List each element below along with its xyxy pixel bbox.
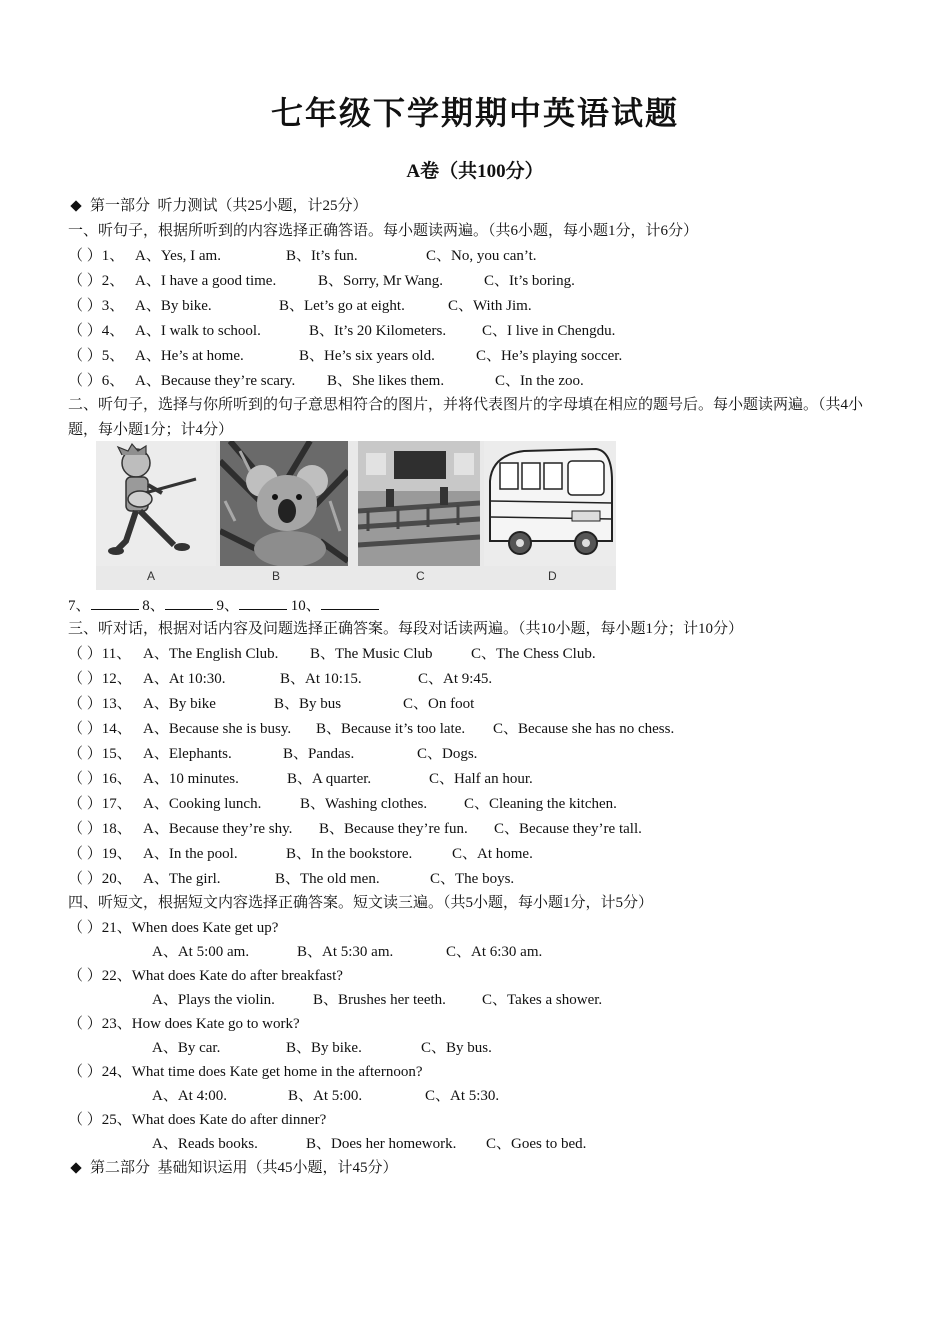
option-b: B、At 5:00. bbox=[288, 1088, 363, 1104]
blank-label: 7、 bbox=[68, 598, 91, 614]
option-a: A、At 4:00. bbox=[152, 1088, 228, 1104]
option-a: A、I walk to school. bbox=[135, 323, 261, 339]
sec1-instruction: 一、听句子，根据所听到的内容选择正确答语。每小题读两遍。（共6小题，每小题1分，计6分） bbox=[68, 223, 699, 239]
option-b: B、He’s six years old. bbox=[299, 348, 435, 364]
option-b: B、At 5:30 am. bbox=[297, 944, 394, 960]
option-c: C、Dogs. bbox=[417, 746, 478, 762]
question-number: （ ）17、 bbox=[68, 796, 132, 812]
question-number: （ ）4、 bbox=[68, 323, 125, 339]
option-a: A、He’s at home. bbox=[135, 348, 244, 364]
option-a: A、By bike bbox=[143, 696, 216, 712]
option-a: A、Elephants. bbox=[143, 746, 232, 762]
picture-d-bus bbox=[484, 441, 616, 566]
option-c: C、The boys. bbox=[430, 871, 515, 887]
part2-heading-text: 第二部分 基础知识运用（共45小题，计45分） bbox=[90, 1160, 398, 1176]
question-number: （ ）19、 bbox=[68, 846, 132, 862]
part2-heading bbox=[68, 1158, 398, 1178]
picture-label: A bbox=[147, 569, 156, 583]
option-b: B、By bike. bbox=[286, 1040, 362, 1056]
sec3-instruction: 三、听对话，根据对话内容及问题选择正确答案。每段对话读两遍。（共10小题，每小题1分；计10分） bbox=[68, 621, 744, 637]
option-a: A、Because they’re scary. bbox=[135, 373, 296, 389]
answer-blanks-row bbox=[68, 595, 379, 615]
option-c: C、He’s playing soccer. bbox=[476, 348, 623, 364]
option-a: A、Because she is busy. bbox=[143, 721, 292, 737]
picture-label: D bbox=[548, 569, 557, 583]
question-number: （ ）6、 bbox=[68, 373, 125, 389]
option-c: C、I live in Chengdu. bbox=[482, 323, 616, 339]
option-c: C、Because she has no chess. bbox=[493, 721, 675, 737]
option-a: A、10 minutes. bbox=[143, 771, 239, 787]
question-number: （ ）15、 bbox=[68, 746, 132, 762]
option-c: C、No, you can’t. bbox=[426, 248, 537, 264]
option-b: B、Sorry, Mr Wang. bbox=[318, 273, 444, 289]
picture-a-guitarist bbox=[96, 441, 216, 566]
option-b: B、The old men. bbox=[275, 871, 380, 887]
question-stem: （ ）25、What does Kate do after dinner? bbox=[68, 1112, 327, 1128]
option-b: B、The Music Club bbox=[310, 646, 433, 662]
question-number: （ ）2、 bbox=[68, 273, 125, 289]
option-a: A、I have a good time. bbox=[135, 273, 277, 289]
option-c: C、Takes a shower. bbox=[482, 992, 603, 1008]
option-a: A、The English Club. bbox=[143, 646, 279, 662]
picture-b-koala bbox=[220, 441, 348, 566]
diamond-bullet-icon bbox=[70, 1162, 81, 1173]
option-b: B、She likes them. bbox=[327, 373, 445, 389]
option-b: B、Brushes her teeth. bbox=[313, 992, 446, 1008]
option-a: A、In the pool. bbox=[143, 846, 238, 862]
option-a: A、Because they’re shy. bbox=[143, 821, 293, 837]
question-number: （ ）14、 bbox=[68, 721, 132, 737]
picture-c-classroom bbox=[358, 441, 480, 566]
option-b: B、At 10:15. bbox=[280, 671, 362, 687]
option-c: C、At home. bbox=[452, 846, 533, 862]
diamond-bullet-icon bbox=[70, 200, 81, 211]
option-c: C、At 9:45. bbox=[418, 671, 493, 687]
option-a: A、Yes, I am. bbox=[135, 248, 221, 264]
question-number: （ ）1、 bbox=[68, 248, 125, 264]
question-stem: （ ）23、How does Kate go to work? bbox=[68, 1016, 300, 1032]
option-c: C、Goes to bed. bbox=[486, 1136, 587, 1152]
option-a: A、The girl. bbox=[143, 871, 221, 887]
option-b: B、Let’s go at eight. bbox=[279, 298, 405, 314]
option-c: C、Because they’re tall. bbox=[494, 821, 642, 837]
option-a: A、Plays the violin. bbox=[152, 992, 275, 1008]
question-stem: （ ）22、What does Kate do after breakfast? bbox=[68, 968, 343, 984]
answer-blank[interactable] bbox=[91, 595, 139, 610]
question-number: （ ）13、 bbox=[68, 696, 132, 712]
question-number: （ ）16、 bbox=[68, 771, 132, 787]
option-c: C、In the zoo. bbox=[495, 373, 584, 389]
question-number: （ ）18、 bbox=[68, 821, 132, 837]
part1-heading-text: 第一部分 听力测试（共25小题，计25分） bbox=[90, 198, 368, 214]
option-c: C、On foot bbox=[403, 696, 475, 712]
option-c: C、With Jim. bbox=[448, 298, 532, 314]
option-c: C、It’s boring. bbox=[484, 273, 575, 289]
question-number: （ ）5、 bbox=[68, 348, 125, 364]
answer-blank[interactable] bbox=[239, 595, 287, 610]
option-a: A、By car. bbox=[152, 1040, 221, 1056]
option-c: C、At 6:30 am. bbox=[446, 944, 543, 960]
picture-label: B bbox=[272, 569, 281, 583]
option-b: B、Because it’s too late. bbox=[316, 721, 466, 737]
option-b: B、A quarter. bbox=[287, 771, 372, 787]
picture-label: C bbox=[416, 569, 425, 583]
option-b: B、Because they’re fun. bbox=[319, 821, 468, 837]
option-b: B、In the bookstore. bbox=[286, 846, 413, 862]
picture-strip bbox=[96, 441, 616, 590]
option-a: A、Cooking lunch. bbox=[143, 796, 262, 812]
option-a: A、At 10:30. bbox=[143, 671, 226, 687]
option-b: B、It’s fun. bbox=[286, 248, 358, 264]
sec4-instruction: 四、听短文，根据短文内容选择正确答案。短文读三遍。（共5小题，每小题1分，计5分） bbox=[68, 895, 654, 911]
option-a: A、Reads books. bbox=[152, 1136, 258, 1152]
option-c: C、The Chess Club. bbox=[471, 646, 596, 662]
answer-blank[interactable] bbox=[165, 595, 213, 610]
part1-heading bbox=[68, 196, 368, 216]
question-number: （ ）11、 bbox=[68, 646, 132, 662]
page-title: 七年级下学期期中英语试题 bbox=[270, 94, 679, 132]
option-a: A、At 5:00 am. bbox=[152, 944, 250, 960]
option-a: A、By bike. bbox=[135, 298, 212, 314]
sec2-instruction: 二、听句子，选择与你所听到的句子意思相符合的图片，并将代表图片的字母填在相应的题号后。每小题读两遍。（共4小题，每小题1分；计4分） bbox=[68, 397, 864, 438]
question-number: （ ）12、 bbox=[68, 671, 132, 687]
blank-label: 8、 bbox=[142, 598, 165, 614]
option-b: B、It’s 20 Kilometers. bbox=[309, 323, 447, 339]
option-b: B、Pandas. bbox=[283, 746, 355, 762]
option-b: B、By bus bbox=[274, 696, 342, 712]
option-c: C、Cleaning the kitchen. bbox=[464, 796, 617, 812]
blank-label: 9、 bbox=[216, 598, 240, 614]
option-b: B、Does her homework. bbox=[306, 1136, 457, 1152]
question-stem: （ ）24、What time does Kate get home in the afternoon? bbox=[68, 1064, 423, 1080]
answer-blank[interactable] bbox=[321, 595, 379, 610]
question-number: （ ）20、 bbox=[68, 871, 132, 887]
option-c: C、By bus. bbox=[421, 1040, 492, 1056]
blank-label: 10、 bbox=[290, 598, 321, 614]
question-stem: （ ）21、When does Kate get up? bbox=[68, 920, 279, 936]
question-number: （ ）3、 bbox=[68, 298, 125, 314]
page-subtitle: A卷（共100分） bbox=[406, 161, 544, 182]
option-c: C、Half an hour. bbox=[429, 771, 533, 787]
option-c: C、At 5:30. bbox=[425, 1088, 500, 1104]
option-b: B、Washing clothes. bbox=[300, 796, 428, 812]
